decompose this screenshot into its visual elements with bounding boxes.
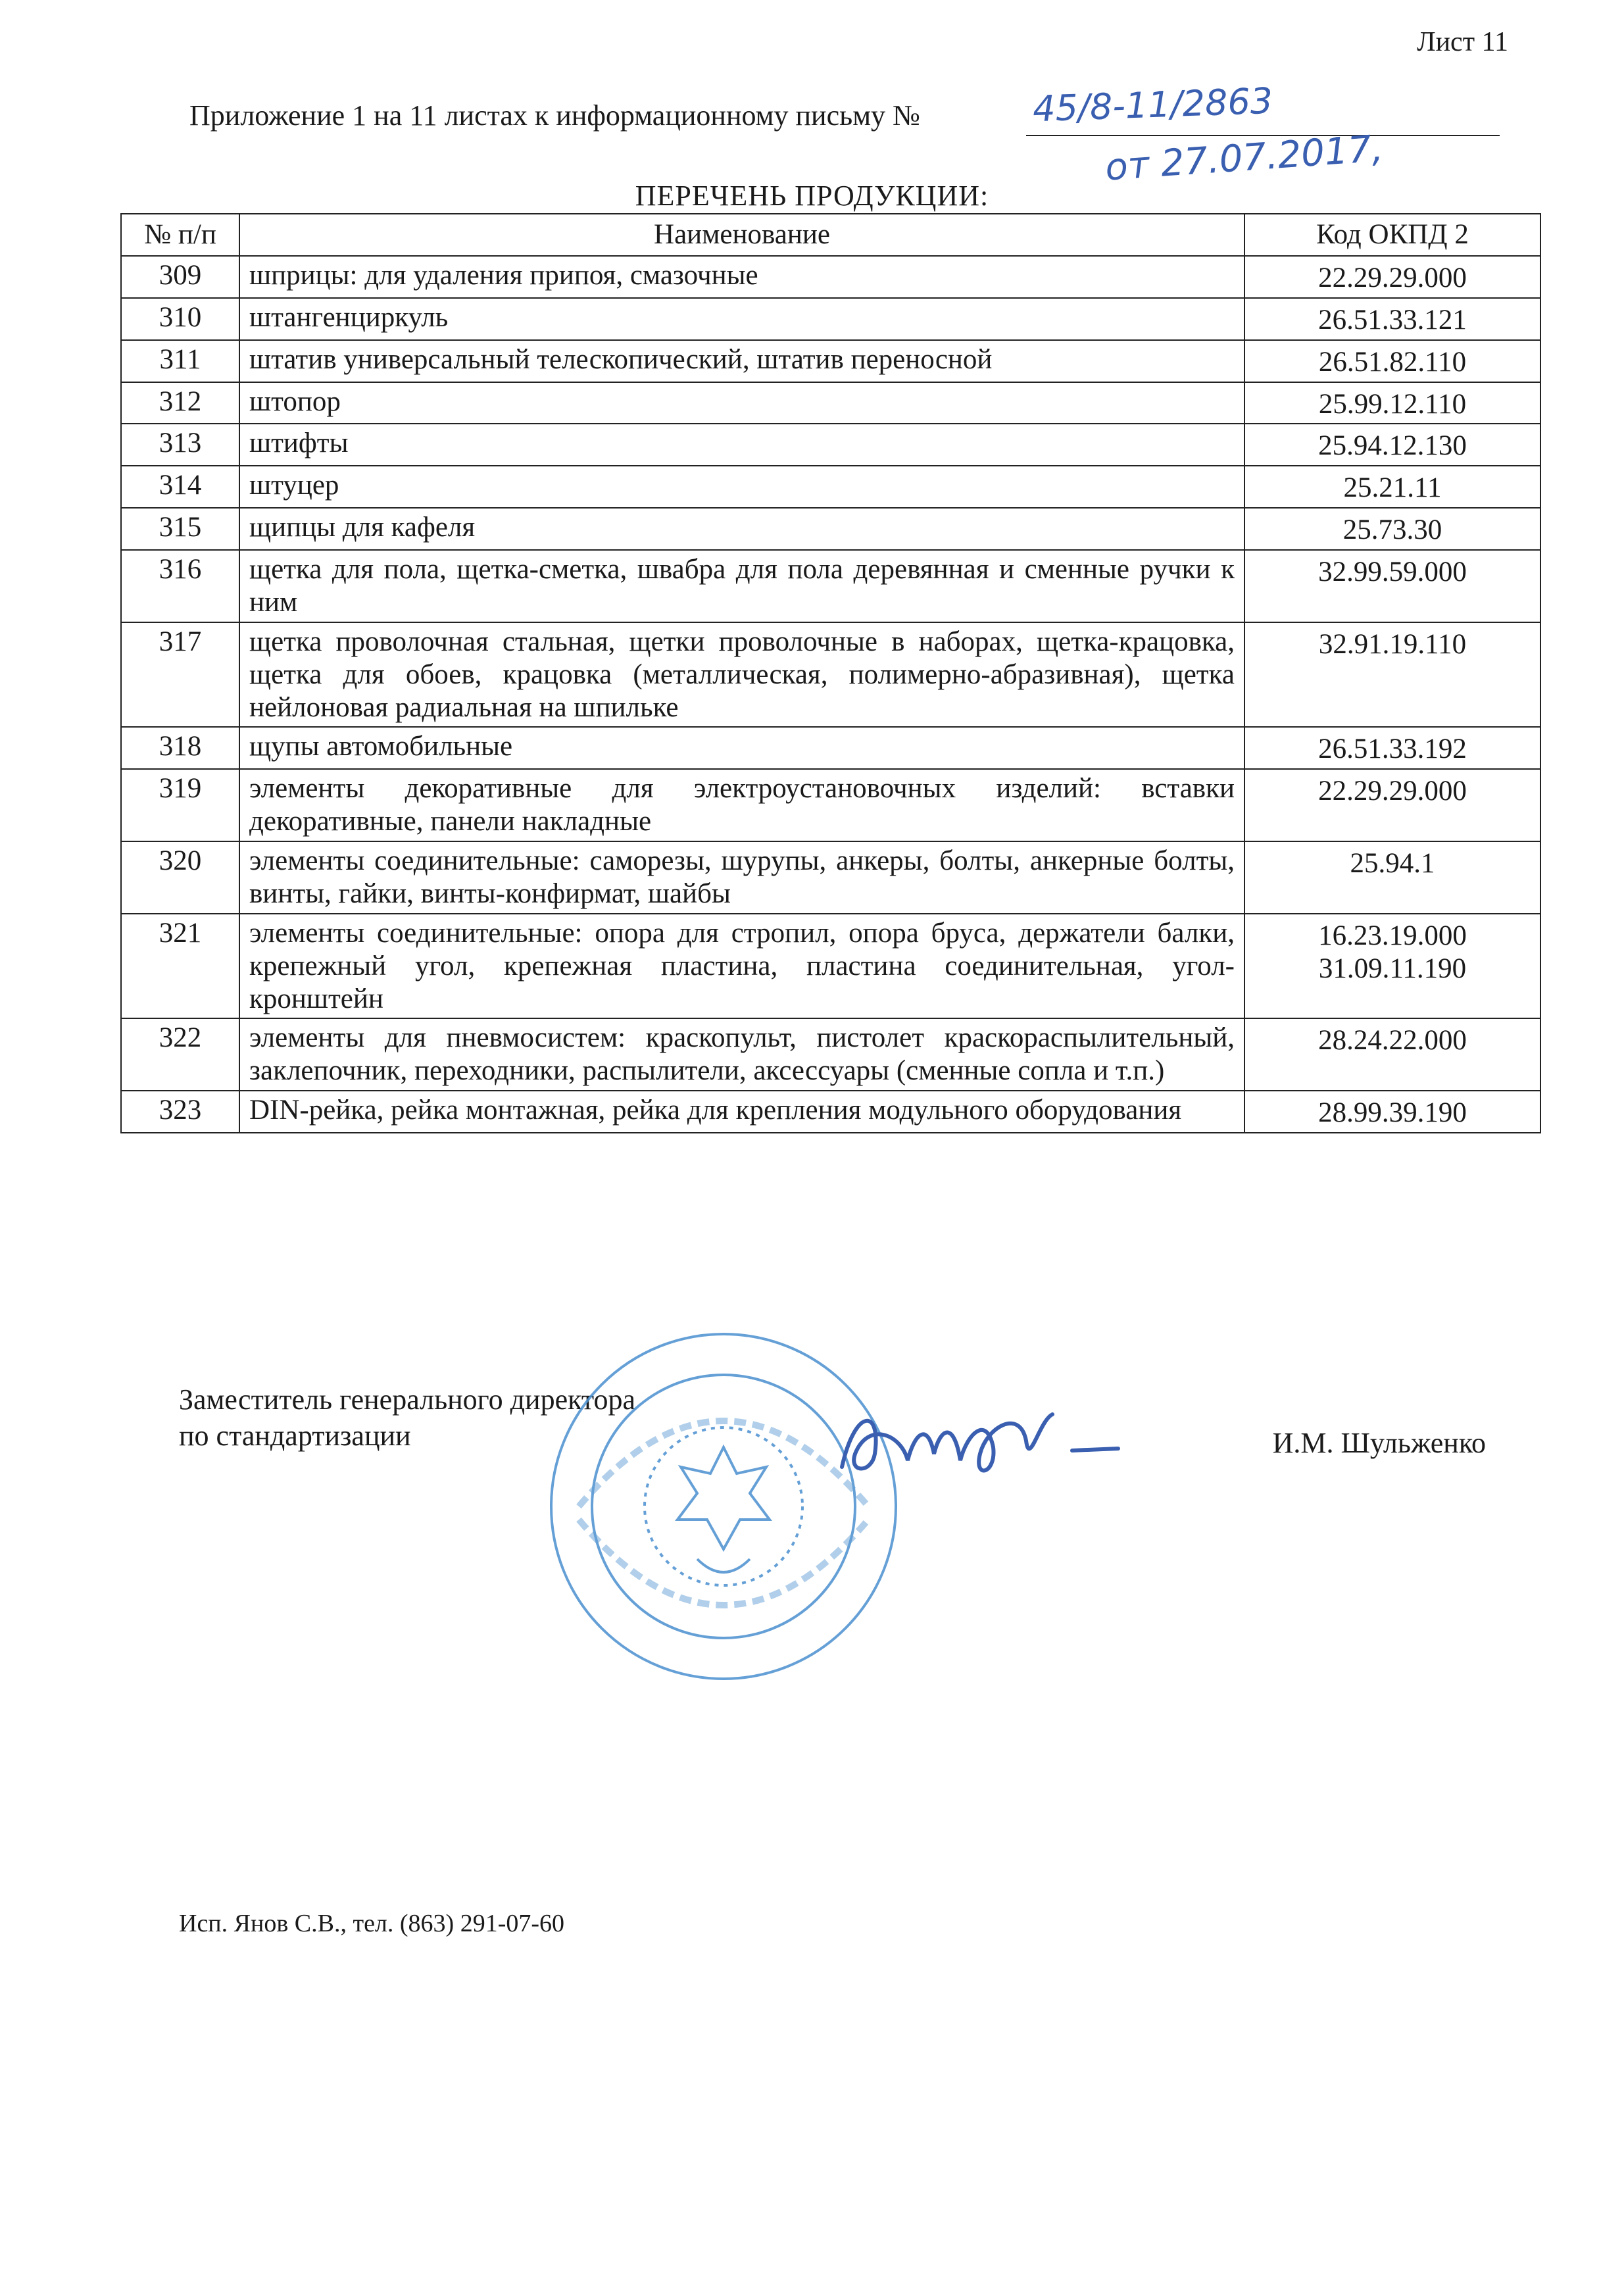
table-row — [121, 382, 1540, 424]
row-number: 313 — [121, 424, 239, 466]
col-num-header: № п/п — [121, 214, 239, 256]
row-number: 316 — [121, 550, 239, 622]
table-row — [121, 841, 1540, 914]
row-number: 314 — [121, 466, 239, 508]
row-number: 323 — [121, 1091, 239, 1133]
row-product-name: щипцы для кафеля — [239, 508, 1244, 550]
table-row — [121, 914, 1540, 1019]
row-number: 309 — [121, 256, 239, 298]
header-line: Приложение 1 на 11 листах к информационному письму № — [189, 99, 921, 132]
row-number: 320 — [121, 841, 239, 914]
okpd-code-value: 22.29.29.000 — [1318, 262, 1467, 293]
products-table — [120, 213, 1541, 1133]
row-product-name: элементы соединительные: саморезы, шурупы, анкеры, болты, анкерные болты, винты, гайки, винты-конфирмат, шайбы — [239, 841, 1244, 914]
row-product-name: элементы соединительные: опора для стропил, опора бруса, держатели балки, крепежный угол, крепежная пластина, пластина соединительная, угол-кронштейн — [239, 914, 1244, 1019]
signer-title-line2: по стандартизации — [179, 1420, 411, 1452]
handwritten-letter-number: 45/8-11/2863 — [1032, 80, 1274, 130]
table-row — [121, 1091, 1540, 1133]
row-product-name: штифты — [239, 424, 1244, 466]
row-product-name: элементы для пневмосистем: краскопульт, пистолет краскораспылительный, заклепочник, переходники, распылители, аксессуары (сменные сопла и т.п.) — [239, 1018, 1244, 1091]
row-okpd-code — [1244, 340, 1540, 382]
row-okpd-code — [1244, 1018, 1540, 1091]
row-okpd-code — [1244, 382, 1540, 424]
table-row — [121, 622, 1540, 728]
okpd-code-value: 25.94.1 — [1350, 848, 1435, 879]
row-okpd-code — [1244, 914, 1540, 1019]
signer-name: И.М. Шульженко — [1272, 1427, 1486, 1459]
row-number: 317 — [121, 622, 239, 728]
row-product-name: элементы декоративные для электроустановочных изделий: вставки декоративные, панели накладные — [239, 769, 1244, 841]
row-okpd-code — [1244, 466, 1540, 508]
row-product-name: DIN-рейка, рейка монтажная, рейка для крепления модульного оборудования — [239, 1091, 1244, 1133]
okpd-code-value: 32.91.19.110 — [1318, 628, 1467, 660]
row-number: 310 — [121, 298, 239, 340]
row-product-name: щетка проволочная стальная, щетки проволочные в наборах, щетка-крацовка, щетка для обоев, крацовка (металлическая, полимерно-абразивная), щетка нейлоновая радиальная на шпильке — [239, 622, 1244, 728]
table-row — [121, 340, 1540, 382]
row-number: 321 — [121, 914, 239, 1019]
row-okpd-code — [1244, 1091, 1540, 1133]
row-okpd-code — [1244, 727, 1540, 769]
table-row — [121, 550, 1540, 622]
table-row — [121, 466, 1540, 508]
okpd-code-value: 25.73.30 — [1342, 514, 1442, 546]
row-product-name: штатив универсальный телескопический, штатив переносной — [239, 340, 1244, 382]
okpd-code-value: 26.51.33.121 — [1318, 304, 1467, 335]
table-row — [121, 508, 1540, 550]
row-number: 322 — [121, 1018, 239, 1091]
handwritten-letter-date: от 27.07.2017, — [1104, 127, 1385, 189]
table-row — [121, 727, 1540, 769]
col-name-header: Наименование — [239, 214, 1244, 256]
okpd-code-value: 28.99.39.190 — [1318, 1097, 1467, 1129]
table-row — [121, 1018, 1540, 1091]
okpd-code-value: 16.23.19.000 — [1318, 920, 1467, 951]
table-row — [121, 256, 1540, 298]
row-product-name: штуцер — [239, 466, 1244, 508]
sheet-label: Лист 11 — [1417, 27, 1508, 57]
row-okpd-code — [1244, 841, 1540, 914]
row-number: 312 — [121, 382, 239, 424]
row-product-name: щупы автомобильные — [239, 727, 1244, 769]
okpd-code-value: 22.29.29.000 — [1318, 776, 1467, 807]
row-okpd-code — [1244, 550, 1540, 622]
official-stamp-icon — [539, 1322, 908, 1691]
row-okpd-code — [1244, 298, 1540, 340]
row-product-name: штопор — [239, 382, 1244, 424]
executor-contact: Исп. Янов С.В., тел. (863) 291-07-60 — [179, 1910, 565, 1937]
table-row — [121, 424, 1540, 466]
okpd-code-value: 31.09.11.190 — [1318, 953, 1467, 984]
okpd-code-value: 25.21.11 — [1343, 472, 1442, 504]
table-header-row — [121, 214, 1540, 256]
col-code-header: Код ОКПД 2 — [1244, 214, 1540, 256]
row-product-name: шприцы: для удаления припоя, смазочные — [239, 256, 1244, 298]
okpd-code-value: 32.99.59.000 — [1318, 557, 1467, 587]
row-product-name: штангенциркуль — [239, 298, 1244, 340]
okpd-code-value: 26.51.82.110 — [1318, 346, 1467, 378]
row-okpd-code — [1244, 256, 1540, 298]
row-number: 315 — [121, 508, 239, 550]
row-number: 319 — [121, 769, 239, 841]
okpd-code-value: 28.24.22.000 — [1318, 1025, 1467, 1056]
okpd-code-value: 25.94.12.130 — [1318, 430, 1467, 462]
okpd-code-value: 25.99.12.110 — [1318, 388, 1467, 420]
row-number: 318 — [121, 727, 239, 769]
okpd-code-value: 26.51.33.192 — [1318, 733, 1467, 765]
table-row — [121, 298, 1540, 340]
row-okpd-code — [1244, 508, 1540, 550]
row-product-name: щетка для пола, щетка-сметка, швабра для пола деревянная и сменные ручки к ним — [239, 550, 1244, 622]
table-row — [121, 769, 1540, 841]
signer-title-line1: Заместитель генерального директора — [179, 1383, 636, 1416]
signature-icon — [829, 1395, 1144, 1493]
row-number: 311 — [121, 340, 239, 382]
row-okpd-code — [1244, 424, 1540, 466]
row-okpd-code — [1244, 769, 1540, 841]
list-title: ПЕРЕЧЕНЬ ПРОДУКЦИИ: — [635, 180, 989, 212]
row-okpd-code — [1244, 622, 1540, 728]
